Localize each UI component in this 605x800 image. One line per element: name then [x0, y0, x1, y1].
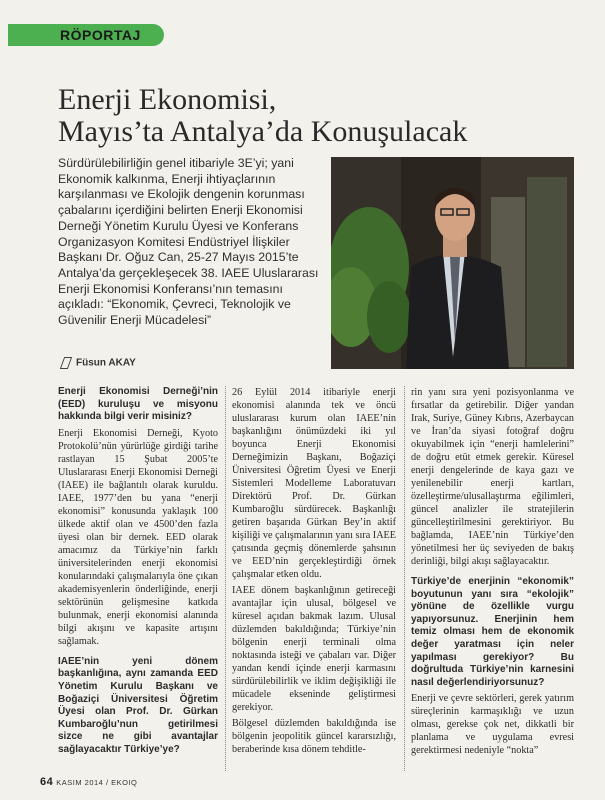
answer-2-part-2: IAEE dönem başkanlığının getireceği avantajlar için ulusal, bölgesel ve küresel açıdan bakmak lazım. Ulusal düzlemden bakıldığında; Türkiye’nin bölgenin enerji terminali olma noktasında isteği ve çabaları var. Diğer yandan kendi içinde enerji karmasını sürdürülebilirlik ve iklim değişikliği ile mücadele ekseninde geliştirmesi gerekiyor.	[232, 585, 396, 713]
interviewee-photo	[331, 157, 574, 369]
column-divider	[404, 386, 405, 771]
answer-2-part-1: 26 Eylül 2014 itibariyle enerji ekonomisi alanında tek ve öncü uluslararası kurum olan IAEE’nin başkanlığını önümüzdeki iki yıl boyunca Enerji Ekonomisi Derneğimizin Başkanı, Boğaziçi Üniversitesi Öğretim Üyesi ve Enerji Sistemleri Modelleme Laboratuvarı Direktörü Prof. Dr. Gürkan Kumbaroğlu sürdürecek. Başkanlığı getiren başarıda Gürkan Bey’in aktif kişiliği ve çalışmalarının yanı sıra IAEE çatısında geçmiş dönemlerde şahsının ve EED’nin gerçekleştirdiği örnek çalışmalar etken oldu.	[232, 387, 396, 580]
answer-3: Enerji ve çevre sektörleri, gerek yatırım süreçlerinin karmaşıklığı ve uzun olması, gerekse çok net, dikkatli bir planlama ve uygulama evresi gerektirmesi nedeniyle “nokta”	[411, 693, 574, 757]
title-line-2: Mayıs’ta Antalya’da Konuşulacak	[58, 115, 468, 148]
answer-2-part-3: Bölgesel düzlemden bakıldığında ise bölgenin jeopolitik güncel kararsızlığı, beraberinde kısa dönem tehditle-	[232, 718, 396, 755]
article-column-1	[58, 386, 218, 760]
section-tag-bar	[8, 24, 54, 46]
answer-1: Enerji Ekonomisi Derneği, Kyoto Protokolü’nün yürürlüğe girdiği tarihe rastlayan 15 Şubat 2005’te Uluslararası Enerji Ekonomisi Derneği (IAEE) ile bağlantılı olarak kuruldu. IAEE, 1977’den bu yana “enerji ekonomisi” konusunda yaklaşık 100 ülkede aktif olan ve 4500’den fazla üyesi olan bir dernek. EED olarak amacımız da Türkiye’nin farklı üniversitelerinden enerji ekonomisi konularındaki çalışmalarıyla öne çıkan akademisyenlerin önderliğinde, enerji sektörünün gelişmesine katkıda bulunmak, enerji ekonomisi alanında bilgi akışını ve kapasite artışını sağlamak.	[58, 427, 218, 647]
author-byline	[62, 357, 136, 369]
section-tag-label: RÖPORTAJ	[60, 27, 141, 43]
title-line-1: Enerji Ekonomisi,	[58, 83, 277, 116]
question-1: Enerji Ekonomisi Derneği’nin (EED) kuruluşu ve misyonu hakkında bilgi verir misiniz?	[58, 386, 218, 423]
page-footer	[40, 776, 137, 788]
article-column-2	[232, 386, 396, 759]
section-tag	[8, 24, 164, 46]
question-2: IAEE’nin yeni dönem başkanlığına, aynı zamanda EED Yönetim Kurulu Başkanı ve Boğaziçi Üniversitesi Öğretim Üyesi olan Prof. Dr. Gürkan Kumbaroğlu’nun getirilmesi sizce ne gibi avantajlar sağlayacaktır Türkiye’ye?	[58, 655, 218, 755]
author-name: Füsun AKAY	[76, 357, 136, 369]
issue-label: KASIM 2014 / EKOIQ	[56, 778, 138, 787]
article-column-3	[411, 386, 574, 760]
interviewee-photo-illustration	[331, 157, 574, 369]
article-title	[58, 84, 578, 148]
question-3: Türkiye’de enerjinin “ekonomik” boyutunun yanı sıra “ekolojik” yönüne de özellikle vurgu yapıyorsunuz. Enerjinin hem temiz olması hem de ekonomik değer yaratması için neler yapılması gerekiyor? Bu doğrultuda Türkiye’nin karnesini nasıl değerlendiriyorsunuz?	[411, 576, 574, 688]
pen-icon	[60, 357, 72, 369]
answer-2-part-4: rin yanı sıra yeni pozisyonlanma ve fırsatlar da getirebilir. Diğer yandan Irak, Suriye, Güney Kıbrıs, Azerbaycan ve İran’da siyasi fotoğraf doğru okuyabilmek için “enerji hamlelerini” de doğru etüt etmek gerekir. Küresel enerji dengelerinde de kaya gazı ve yenilenebilir enerji kartları, özelleştirme/ulusallaştırma eğilimleri, güncel analizler ile stratejilerin güncelleştirilmesini gerektiriyor. Bu bağlamda, IAEE’nin Türkiye’den yönetilmesi her üç seviyeden de bakış derinliği, bilgi akışı sağlayacaktır.	[411, 387, 574, 567]
article-lead: Sürdürülebilirliğin genel itibariyle 3E’yi; yani Ekonomik kalkınma, Enerji ihtiyaçlarının karşılanması ve Ekolojik dengenin korunması çabalarını içerdiğini belirten Enerji Ekonomisi Derneği Yönetim Kurulu Üyesi ve Konferans Organizasyon Komitesi Endüstriyel İlişkiler Başkanı Dr. Oğuz Can, 25-27 Mayıs 2015’te Antalya’da gerçekleşecek 38. IAEE Uluslararası Enerji Ekonomisi Konferansı’nın temasını açıkladı: “Ekonomik, Çevreci, Teknolojik ve Güvenilir Enerji Mücadelesi”	[58, 156, 319, 328]
column-divider	[225, 386, 226, 771]
page-number: 64	[40, 776, 54, 788]
